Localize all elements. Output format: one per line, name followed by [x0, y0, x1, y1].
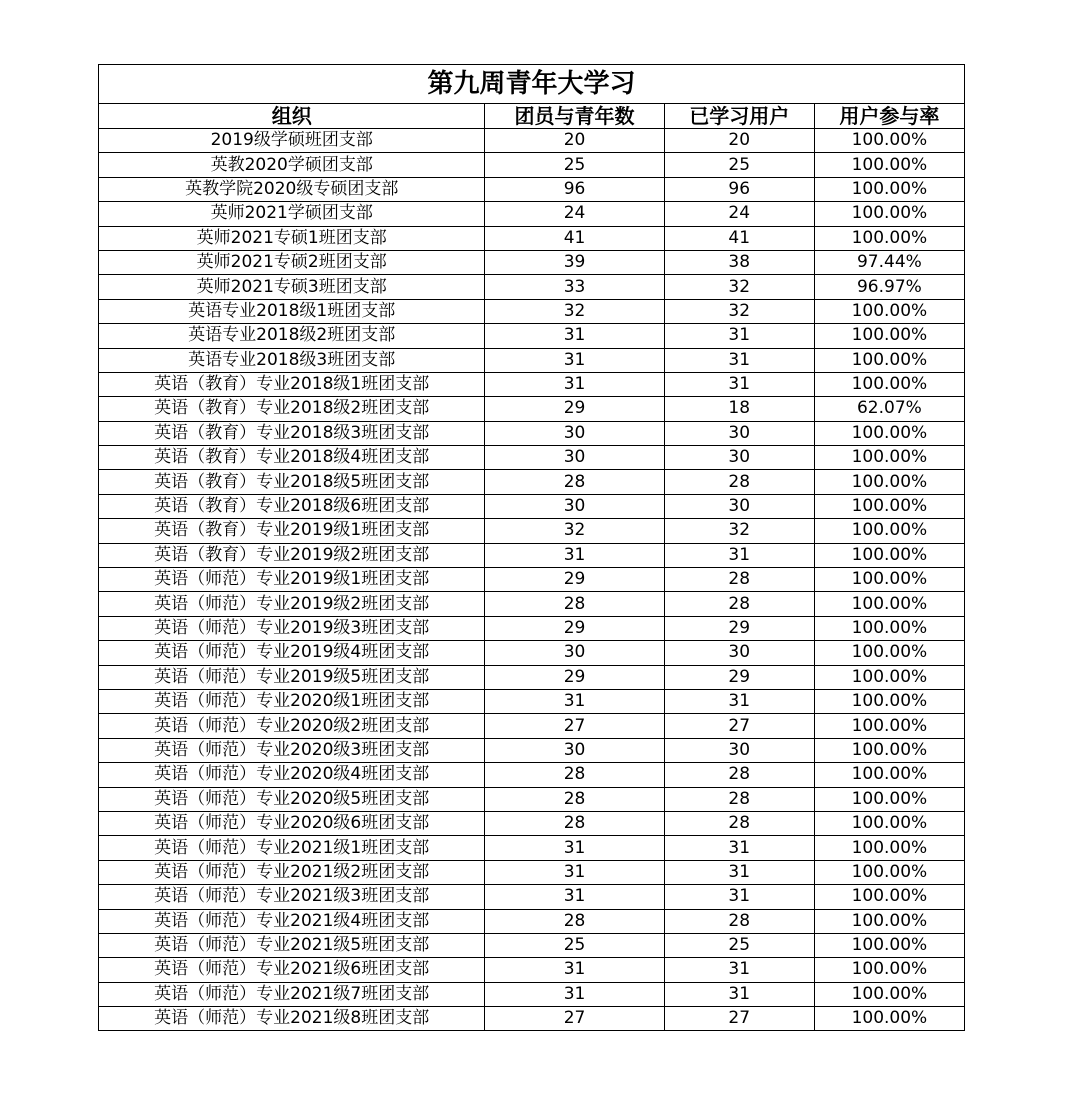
column-header-learned[interactable]: 已学习用户: [664, 104, 814, 129]
cell-members[interactable]: 25: [485, 153, 664, 177]
cell-members[interactable]: 28: [485, 909, 664, 933]
cell-rate[interactable]: 100.00%: [814, 763, 964, 787]
cell-members[interactable]: 31: [485, 372, 664, 396]
table-row: [99, 860, 965, 884]
cell-learned[interactable]: 32: [664, 519, 814, 543]
cell-members[interactable]: 96: [485, 177, 664, 201]
cell-learned[interactable]: 28: [664, 811, 814, 835]
cell-rate[interactable]: 100.00%: [814, 202, 964, 226]
table-row: [99, 543, 965, 567]
cell-rate[interactable]: 100.00%: [814, 348, 964, 372]
cell-org[interactable]: 英语专业2018级2班团支部: [99, 324, 485, 348]
cell-learned[interactable]: 29: [664, 616, 814, 640]
cell-rate[interactable]: 100.00%: [814, 885, 964, 909]
cell-learned[interactable]: 20: [664, 129, 814, 153]
cell-learned[interactable]: 31: [664, 958, 814, 982]
cell-rate[interactable]: 100.00%: [814, 616, 964, 640]
cell-members[interactable]: 31: [485, 836, 664, 860]
cell-org[interactable]: 英语（教育）专业2018级1班团支部: [99, 372, 485, 396]
cell-learned[interactable]: 31: [664, 689, 814, 713]
table-row: [99, 641, 965, 665]
cell-rate[interactable]: 100.00%: [814, 689, 964, 713]
cell-rate[interactable]: 100.00%: [814, 372, 964, 396]
cell-org[interactable]: 2019级学硕班团支部: [99, 129, 485, 153]
cell-org[interactable]: 英语（教育）专业2018级2班团支部: [99, 397, 485, 421]
cell-learned[interactable]: 18: [664, 397, 814, 421]
table-row: [99, 470, 965, 494]
cell-rate[interactable]: 100.00%: [814, 129, 964, 153]
cell-rate[interactable]: 100.00%: [814, 933, 964, 957]
table-row: [99, 348, 965, 372]
cell-org[interactable]: 英语（师范）专业2019级1班团支部: [99, 568, 485, 592]
cell-rate[interactable]: 100.00%: [814, 543, 964, 567]
cell-rate[interactable]: 100.00%: [814, 226, 964, 250]
table-row: [99, 568, 965, 592]
cell-members[interactable]: 30: [485, 494, 664, 518]
cell-org[interactable]: 英教学院2020级专硕团支部: [99, 177, 485, 201]
cell-org[interactable]: 英语（师范）专业2020级4班团支部: [99, 763, 485, 787]
cell-learned[interactable]: 31: [664, 836, 814, 860]
cell-learned[interactable]: 31: [664, 348, 814, 372]
cell-rate[interactable]: 100.00%: [814, 568, 964, 592]
cell-members[interactable]: 24: [485, 202, 664, 226]
table-row: [99, 129, 965, 153]
cell-members[interactable]: 29: [485, 665, 664, 689]
cell-learned[interactable]: 28: [664, 568, 814, 592]
table-row: [99, 958, 965, 982]
cell-members[interactable]: 25: [485, 933, 664, 957]
cell-org[interactable]: 英语（师范）专业2020级1班团支部: [99, 689, 485, 713]
cell-rate[interactable]: 100.00%: [814, 421, 964, 445]
cell-rate[interactable]: 100.00%: [814, 446, 964, 470]
cell-org[interactable]: 英语（师范）专业2020级6班团支部: [99, 811, 485, 835]
cell-members[interactable]: 32: [485, 299, 664, 323]
cell-rate[interactable]: 97.44%: [814, 250, 964, 274]
cell-learned[interactable]: 30: [664, 641, 814, 665]
cell-org[interactable]: 英教2020学硕团支部: [99, 153, 485, 177]
cell-learned[interactable]: 31: [664, 860, 814, 884]
cell-org[interactable]: 英语专业2018级3班团支部: [99, 348, 485, 372]
cell-rate[interactable]: 100.00%: [814, 299, 964, 323]
table-title[interactable]: 第九周青年大学习: [99, 65, 965, 104]
column-header-members[interactable]: 团员与青年数: [485, 104, 664, 129]
cell-learned[interactable]: 28: [664, 470, 814, 494]
cell-rate[interactable]: 100.00%: [814, 982, 964, 1006]
cell-members[interactable]: 30: [485, 421, 664, 445]
cell-members[interactable]: 29: [485, 616, 664, 640]
table-row: [99, 299, 965, 323]
cell-members[interactable]: 31: [485, 958, 664, 982]
cell-rate[interactable]: 100.00%: [814, 811, 964, 835]
cell-members[interactable]: 31: [485, 860, 664, 884]
cell-learned[interactable]: 31: [664, 372, 814, 396]
cell-rate[interactable]: 100.00%: [814, 665, 964, 689]
cell-learned[interactable]: 30: [664, 494, 814, 518]
cell-members[interactable]: 28: [485, 811, 664, 835]
cell-rate[interactable]: 62.07%: [814, 397, 964, 421]
table-row: [99, 689, 965, 713]
title-row: [99, 65, 965, 104]
cell-learned[interactable]: 31: [664, 885, 814, 909]
cell-members[interactable]: 32: [485, 519, 664, 543]
table-row: [99, 421, 965, 445]
cell-org[interactable]: 英语（师范）专业2021级4班团支部: [99, 909, 485, 933]
cell-members[interactable]: 28: [485, 470, 664, 494]
table-row: [99, 885, 965, 909]
cell-members[interactable]: 31: [485, 885, 664, 909]
cell-members[interactable]: 39: [485, 250, 664, 274]
cell-org[interactable]: 英语（师范）专业2019级3班团支部: [99, 616, 485, 640]
table-row: [99, 811, 965, 835]
cell-rate[interactable]: 100.00%: [814, 324, 964, 348]
cell-rate[interactable]: 100.00%: [814, 153, 964, 177]
cell-learned[interactable]: 30: [664, 738, 814, 762]
table-row: [99, 933, 965, 957]
cell-members[interactable]: 41: [485, 226, 664, 250]
cell-rate[interactable]: 100.00%: [814, 860, 964, 884]
cell-org[interactable]: 英语专业2018级1班团支部: [99, 299, 485, 323]
cell-rate[interactable]: 100.00%: [814, 909, 964, 933]
cell-learned[interactable]: 28: [664, 592, 814, 616]
cell-org[interactable]: 英语（师范）专业2021级6班团支部: [99, 958, 485, 982]
cell-org[interactable]: 英语（教育）专业2019级1班团支部: [99, 519, 485, 543]
cell-learned[interactable]: 25: [664, 933, 814, 957]
cell-learned[interactable]: 32: [664, 299, 814, 323]
table-row: [99, 372, 965, 396]
cell-learned[interactable]: 30: [664, 421, 814, 445]
table-row: [99, 519, 965, 543]
cell-rate[interactable]: 100.00%: [814, 958, 964, 982]
table-row: [99, 616, 965, 640]
cell-learned[interactable]: 28: [664, 909, 814, 933]
cell-members[interactable]: 30: [485, 641, 664, 665]
table-row: [99, 836, 965, 860]
cell-members[interactable]: 33: [485, 275, 664, 299]
table-row: [99, 324, 965, 348]
table-row: [99, 446, 965, 470]
table-row: [99, 738, 965, 762]
cell-org[interactable]: 英语（师范）专业2020级2班团支部: [99, 714, 485, 738]
cell-rate[interactable]: 100.00%: [814, 714, 964, 738]
cell-org[interactable]: 英师2021学硕团支部: [99, 202, 485, 226]
cell-rate[interactable]: 100.00%: [814, 641, 964, 665]
table-row: [99, 714, 965, 738]
cell-rate[interactable]: 100.00%: [814, 177, 964, 201]
cell-org[interactable]: 英师2021专硕1班团支部: [99, 226, 485, 250]
cell-learned[interactable]: 28: [664, 787, 814, 811]
cell-org[interactable]: 英语（师范）专业2019级4班团支部: [99, 641, 485, 665]
cell-rate[interactable]: 100.00%: [814, 494, 964, 518]
column-header-rate[interactable]: 用户参与率: [814, 104, 964, 129]
table-row: [99, 275, 965, 299]
cell-rate[interactable]: 96.97%: [814, 275, 964, 299]
cell-learned[interactable]: 27: [664, 714, 814, 738]
cell-members[interactable]: 31: [485, 543, 664, 567]
table-row: [99, 202, 965, 226]
cell-rate[interactable]: 100.00%: [814, 592, 964, 616]
cell-org[interactable]: 英语（教育）专业2019级2班团支部: [99, 543, 485, 567]
cell-org[interactable]: 英语（师范）专业2019级5班团支部: [99, 665, 485, 689]
cell-org[interactable]: 英语（师范）专业2021级7班团支部: [99, 982, 485, 1006]
cell-members[interactable]: 30: [485, 446, 664, 470]
header-row: [99, 104, 965, 129]
cell-members[interactable]: 20: [485, 129, 664, 153]
cell-members[interactable]: 28: [485, 787, 664, 811]
table-row: [99, 909, 965, 933]
table-row: [99, 1007, 965, 1031]
table-row: [99, 250, 965, 274]
cell-org[interactable]: 英师2021专硕2班团支部: [99, 250, 485, 274]
cell-org[interactable]: 英语（师范）专业2021级8班团支部: [99, 1007, 485, 1031]
table-row: [99, 177, 965, 201]
cell-org[interactable]: 英语（师范）专业2020级3班团支部: [99, 738, 485, 762]
cell-org[interactable]: 英语（师范）专业2019级2班团支部: [99, 592, 485, 616]
cell-members[interactable]: 30: [485, 738, 664, 762]
column-header-org[interactable]: 组织: [99, 104, 485, 129]
table-row: [99, 153, 965, 177]
spreadsheet-sheet: [98, 64, 965, 1031]
table-row: [99, 397, 965, 421]
cell-learned[interactable]: 30: [664, 446, 814, 470]
table-row: [99, 787, 965, 811]
cell-rate[interactable]: 100.00%: [814, 787, 964, 811]
cell-org[interactable]: 英语（教育）专业2018级4班团支部: [99, 446, 485, 470]
cell-org[interactable]: 英语（师范）专业2021级5班团支部: [99, 933, 485, 957]
cell-members[interactable]: 27: [485, 1007, 664, 1031]
cell-learned[interactable]: 27: [664, 1007, 814, 1031]
cell-learned[interactable]: 32: [664, 275, 814, 299]
cell-learned[interactable]: 25: [664, 153, 814, 177]
table-body: [99, 129, 965, 1031]
cell-members[interactable]: 27: [485, 714, 664, 738]
cell-members[interactable]: 28: [485, 592, 664, 616]
cell-org[interactable]: 英师2021专硕3班团支部: [99, 275, 485, 299]
cell-learned[interactable]: 31: [664, 543, 814, 567]
cell-members[interactable]: 31: [485, 689, 664, 713]
table-row: [99, 665, 965, 689]
cell-learned[interactable]: 31: [664, 982, 814, 1006]
cell-learned[interactable]: 28: [664, 763, 814, 787]
cell-members[interactable]: 31: [485, 348, 664, 372]
cell-rate[interactable]: 100.00%: [814, 1007, 964, 1031]
table-row: [99, 763, 965, 787]
cell-members[interactable]: 29: [485, 568, 664, 592]
cell-learned[interactable]: 31: [664, 324, 814, 348]
cell-org[interactable]: 英语（师范）专业2021级2班团支部: [99, 860, 485, 884]
cell-learned[interactable]: 38: [664, 250, 814, 274]
cell-learned[interactable]: 41: [664, 226, 814, 250]
cell-org[interactable]: 英语（师范）专业2021级3班团支部: [99, 885, 485, 909]
cell-org[interactable]: 英语（师范）专业2021级1班团支部: [99, 836, 485, 860]
table-row: [99, 226, 965, 250]
cell-org[interactable]: 英语（教育）专业2018级6班团支部: [99, 494, 485, 518]
cell-org[interactable]: 英语（教育）专业2018级5班团支部: [99, 470, 485, 494]
cell-members[interactable]: 28: [485, 763, 664, 787]
cell-rate[interactable]: 100.00%: [814, 519, 964, 543]
participation-table: [98, 64, 965, 1031]
cell-members[interactable]: 31: [485, 982, 664, 1006]
cell-org[interactable]: 英语（教育）专业2018级3班团支部: [99, 421, 485, 445]
cell-org[interactable]: 英语（师范）专业2020级5班团支部: [99, 787, 485, 811]
table-row: [99, 494, 965, 518]
table-row: [99, 982, 965, 1006]
cell-members[interactable]: 31: [485, 324, 664, 348]
cell-learned[interactable]: 96: [664, 177, 814, 201]
cell-learned[interactable]: 24: [664, 202, 814, 226]
table-row: [99, 592, 965, 616]
cell-rate[interactable]: 100.00%: [814, 470, 964, 494]
cell-learned[interactable]: 29: [664, 665, 814, 689]
cell-rate[interactable]: 100.00%: [814, 738, 964, 762]
cell-members[interactable]: 29: [485, 397, 664, 421]
cell-rate[interactable]: 100.00%: [814, 836, 964, 860]
